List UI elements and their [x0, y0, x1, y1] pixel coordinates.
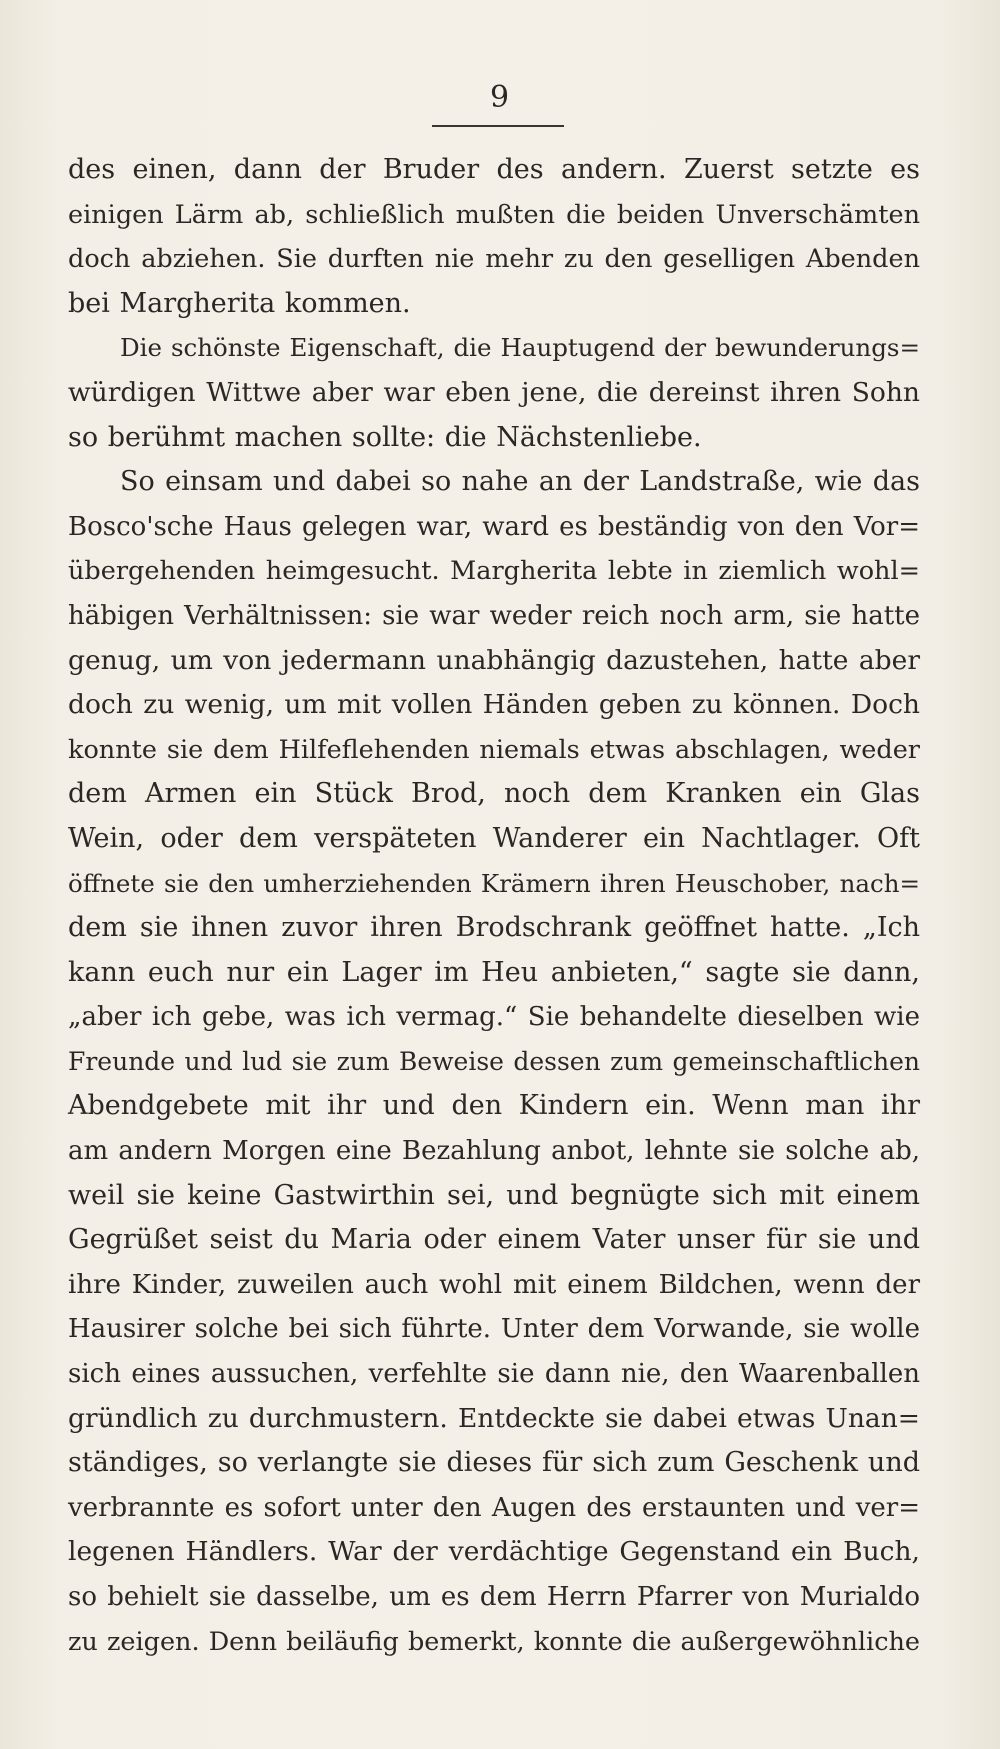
text-line: öffnete sie den umherziehenden Krämern ihren Heuschober, nach= [68, 868, 920, 898]
text-line: einigen Lärm ab, schließlich mußten die beiden Unverschämten [68, 199, 920, 230]
body-text [68, 148, 920, 1664]
text-line: so behielt sie dasselbe, um es dem Herrn Pfarrer von Murialdo [68, 1582, 920, 1612]
text-line: verbrannte es sofort unter den Augen des erstaunten und ver= [68, 1492, 920, 1523]
text-line: so berühmt machen sollte: die Nächstenliebe. [68, 421, 702, 453]
text-line: kann euch nur ein Lager im Heu anbieten,“ sagte sie dann, [68, 956, 920, 988]
text-line: genug, um von jedermann unabhängig dazustehen, hatte aber [68, 644, 920, 676]
text-line: doch abziehen. Sie durften nie mehr zu den geselligen Abenden [68, 244, 920, 275]
text-line: dem Armen ein Stück Brod, noch dem Kranken ein Glas [68, 778, 920, 810]
text-line: konnte sie dem Hilfeflehenden niemals etwas abschlagen, weder [68, 734, 920, 765]
text-line: sich eines aussuchen, verfehlte sie dann nie, den Waarenballen [68, 1359, 920, 1390]
text-line: würdigen Wittwe aber war eben jene, die dereinst ihren Sohn [68, 376, 920, 408]
text-line: am andern Morgen eine Bezahlung anbot, lehnte sie solche ab, [68, 1136, 920, 1167]
text-line: übergehenden heimgesucht. Margherita lebte in ziemlich wohl= [68, 556, 920, 587]
text-line: Wein, oder dem verspäteten Wanderer ein Nachtlager. Oft [68, 822, 920, 854]
text-line: legenen Händlers. War der verdächtige Gegenstand ein Buch, [68, 1536, 920, 1568]
text-line: gründlich zu durchmustern. Entdeckte sie dabei etwas Unan= [68, 1402, 920, 1434]
text-line: Die schönste Eigenschaft, die Hauptugend der bewunderungs= [120, 333, 920, 363]
text-line: „aber ich gebe, was ich vermag.“ Sie behandelte dieselben wie [68, 1002, 920, 1033]
page-number: 9 [489, 80, 511, 115]
header-rule [432, 125, 564, 127]
text-line: Bosco'sche Haus gelegen war, ward es beständig von den Vor= [68, 511, 920, 542]
text-line: Freunde und lud sie zum Beweise dessen zum gemeinschaftlichen [68, 1046, 920, 1076]
text-line: bei Margherita kommen. [68, 287, 411, 319]
text-line: dem sie ihnen zuvor ihren Brodschrank geöffnet hatte. „Ich [68, 912, 920, 944]
text-line: zu zeigen. Denn beiläufig bemerkt, konnte die außergewöhnliche [68, 1626, 921, 1657]
text-line: So einsam und dabei so nahe an der Landstraße, wie das [120, 466, 920, 498]
text-line: ständiges, so verlangte sie dieses für sich zum Geschenk und [68, 1447, 920, 1479]
text-line: weil sie keine Gastwirthin sei, und begnügte sich mit einem [68, 1179, 920, 1211]
text-line: ihre Kinder, zuweilen auch wohl mit einem Bildchen, wenn der [68, 1269, 920, 1300]
text-line: Hausirer solche bei sich führte. Unter dem Vorwande, sie wolle [68, 1314, 920, 1345]
text-line: des einen, dann der Bruder des andern. Zuerst setzte es [68, 154, 920, 185]
text-line: doch zu wenig, um mit vollen Händen geben zu können. Doch [68, 689, 920, 721]
text-line: Gegrüßet seist du Maria oder einem Vater unser für sie und [68, 1224, 920, 1256]
text-line: häbigen Verhältnissen: sie war weder reich noch arm, sie hatte [68, 600, 920, 631]
page-header [0, 80, 1000, 116]
text-line: Abendgebete mit ihr und den Kindern ein. Wenn man ihr [68, 1090, 920, 1122]
